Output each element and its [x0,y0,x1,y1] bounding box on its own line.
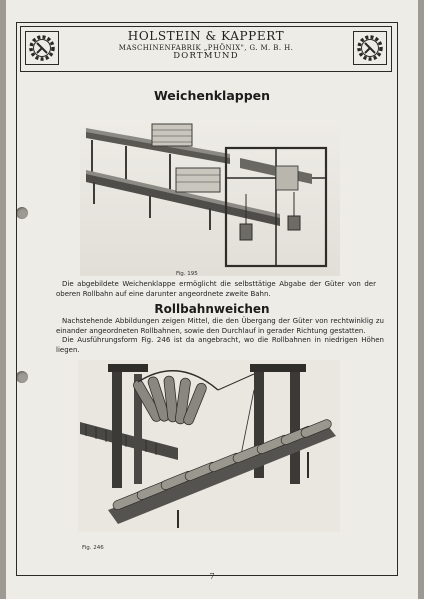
figure-195-caption: Fig. 195 [176,271,198,277]
company-subtitle: MASCHINENFABRIK „PHÖNIX", G. M. B. H. [118,43,294,52]
page-number: 7 [209,572,215,581]
gear-logo-icon [353,31,387,65]
figure-195-illustration [80,118,340,276]
section2-paragraph-2: Die Ausführungsform Fig. 246 ist da angebracht, wo die Rollbahnen in niedrigen Höhen liegen. [56,336,384,354]
gear-logo-icon [25,31,59,65]
section-title-weichenklappen: Weichenklappen [153,88,271,103]
section2-paragraph-1: Nachstehende Abbildungen zeigen Mittel, die den Übergang der Güter von rechtwinklig zu einander angeordneten Rollbahnen, sowie den Durchlauf in gerader Richtung gestatten. [56,317,384,335]
company-city: DORTMUND [173,50,239,61]
company-name: HOLSTEIN & KAPPERT [127,29,285,43]
section1-paragraph: Die abgebildete Weichenklappe ermöglicht die selbsttätige Abgabe der Güter von der oberen Rollbahn auf eine darunter angeordnete zweite Bahn. [56,280,376,298]
letterhead [20,26,392,72]
company-block [65,30,347,62]
figure-246-caption: Fig. 246 [82,545,104,551]
section-title-rollbahnweichen: Rollbahnweichen [154,302,270,316]
figure-246-illustration [78,360,340,532]
